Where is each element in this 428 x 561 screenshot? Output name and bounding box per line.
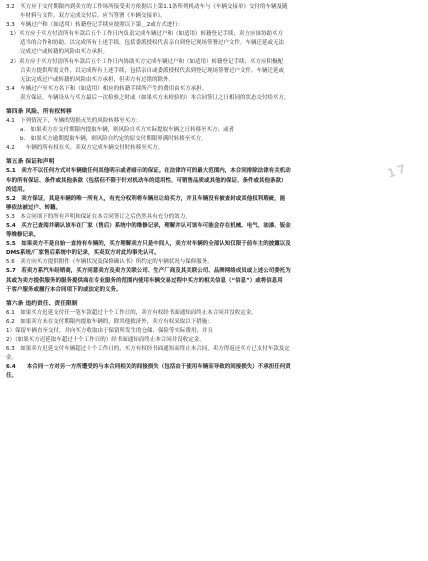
watermark: 17 <box>385 161 410 181</box>
paragraph-line: 够依法被过户、转籍。 <box>6 204 62 211</box>
paragraph-line: 无法完成过户或转籍的风险由买方承担，但卖方有过错的除外。 <box>20 76 175 83</box>
paragraph-line: 于客户服务或履行本合同项下的或法定的义务。 <box>6 286 122 293</box>
paragraph-line: 6.3 如果卖方迟延交付车辆超过十个工作日的，买方有权经书面通知而终止本合同，卖方得返还买方已支付车款及定 <box>6 346 290 353</box>
section-heading: 第四条 风险、所有权转移 <box>6 109 72 116</box>
paragraph-line: 1）买方应于买方付清所有车款后五个工作日内负责完成车辆过户和（如适用）转籍登记手续；卖方应该协助买方 <box>10 31 284 38</box>
paragraph-line: 5.7 若卖方系汽车经销商，买方同意卖方及卖方关联公司、生产厂商及其关联公司、品牌网络成员或上述公司委托为 <box>6 268 291 275</box>
section-s1 <box>6 3 410 103</box>
paragraph-line: b. 如果买方逾期提取车辆，则风险自约定的原交付期限界满时转移至买方。 <box>20 136 207 143</box>
paragraph-line: 等维修记录。 <box>6 232 40 239</box>
paragraph-line: 5.2 卖方保证，其是车辆的唯一所有人，有充分权利将车辆出让给买方，并且车辆没有被查封或其他权利瑕疵，能 <box>6 195 286 202</box>
paragraph-line: DMS系统/厂家售后系统中的记录，买卖双方对此均事先认可。 <box>6 250 160 257</box>
paragraph-line: 金。 <box>6 355 18 362</box>
paragraph-line: 2）卖方应于买方付清所有车款后五个工作日内协助买方完成车辆过户和（如适用）转籍登记手续；买方应积极配 <box>10 58 284 65</box>
paragraph-line: 5.3 本合同项下的所有声明和保证在本合同签订之后仍然具有充分的效力。 <box>6 213 191 220</box>
paragraph-line: 1）保留车辆直至交付，并向买方收取由于保留所发生的仓储、保险等实际费用；并且 <box>6 327 214 334</box>
paragraph-line: 6.2 如果卖方未在交付期限内提取车辆的，除其他救济外，卖方有权采取以下措施： <box>6 318 213 325</box>
paragraph-line: 车的所有保证、条件或其他条款（包括但不限于针对机动车的适用性、可销售品质或其他的保证、条件或其他条款） <box>6 177 287 184</box>
paragraph-line: 6.4 本合同一方对另一方所遭受的与本合同相关的间接损失（包括由于使用车辆而导致的间接损失）不承担任何责 <box>6 364 291 371</box>
paragraph-line: 完成过户或转籍的风险由买方承担。 <box>20 49 109 56</box>
paragraph-line: 任。 <box>6 373 18 380</box>
paragraph-line: 合卖方提供所需文件，以完成所有上述手续，包括亲自或委派授权代表到登记现场签署过户文件。车辆迁延或 <box>20 67 285 74</box>
paragraph-line: 3.4 车辆过户至买方名下和（如适用）相应的转籍手续所产生的费用由买方承担。 <box>6 85 208 92</box>
paragraph-line: 3.3 车辆过户和（如适用）转籍登记手续应按照以下第＿2或方式进行： <box>6 22 184 29</box>
paragraph-line: 4.1 下列情况下，车辆的毁损灭失的风险转移至买方： <box>6 118 142 125</box>
paragraph-line: 5.6 卖方向买方提供附件《车辆状况及保修确认书》所约定的车辆状况与保修服务。 <box>6 259 213 266</box>
paragraph-line: 6.1 如果买方迟延支付任一笔车款超过十个工作日的，卖方有权经书面通知而终止本合同并没收定金。 <box>6 309 257 316</box>
paragraph-line: 5.1 卖方不以任何方式对车辆做任何其他明示或者暗示的保证。在法律许可的最大范围内，本合同排除法律有关机动 <box>6 168 291 175</box>
section-heading: 第六条 违约责任、责任限制 <box>6 300 78 307</box>
section-heading: 第五条 保证和声明 <box>6 159 55 166</box>
paragraph-line: 4.2 车辆的所有权在买、卖双方完成车辆交付时转移至买方。 <box>6 145 164 152</box>
paragraph-line: 其或为卖方提供服务的服务提供商在专业服务的范围内使用车辆交易过程中买方的相关信息（“信息”）或将信息用 <box>6 277 283 284</box>
section-s2 <box>6 108 410 153</box>
paragraph-line: 的适用。 <box>6 186 29 193</box>
paragraph-line: 2）（如果买方迟延取车超过十个工作日的）经书面通知而终止本合同并没收定金。 <box>6 337 205 343</box>
section-s3 <box>6 158 410 294</box>
paragraph-line: 卖方保证，车辆设从与买方最后一次检验之时或（如果买方未检验的）本合同签订之日相同的状态交付给买方。 <box>20 94 290 101</box>
document-body <box>6 3 410 381</box>
paragraph-line: 适当的合作和协助。以完成所有上述手续，包括委派授权代表亲自到登记现场签署过户文件。车辆迁延或无法 <box>20 40 285 47</box>
section-s4 <box>6 300 410 382</box>
paragraph-line: 车材料与文件。双方完成交付后，应当签署《车辆交接单》。 <box>20 13 166 20</box>
paragraph-line: 5.5 如果卖方不是自始一直持有车辆的，买方理解卖方只是中间人，卖方对车辆的全部认知仅限于前车主的披露以及 <box>6 241 291 248</box>
paragraph-line: 3.2 买方应于交付期限内到卖方的工作场所接受卖方依据以上第1.1条所列机动车与《车辆交接单》交付的车辆及随 <box>6 4 288 10</box>
paragraph-line: a. 如果卖方在交付期限内提取车辆，则风险自买方实际提取车辆之日转移至买方；或者 <box>20 127 235 134</box>
paragraph-line: 5.4 买方已查阅并确认该车在厂家（售后）系统中的维修记录，理解并认可该车可能会存在机械、电气、油漆、钣金 <box>6 222 291 229</box>
